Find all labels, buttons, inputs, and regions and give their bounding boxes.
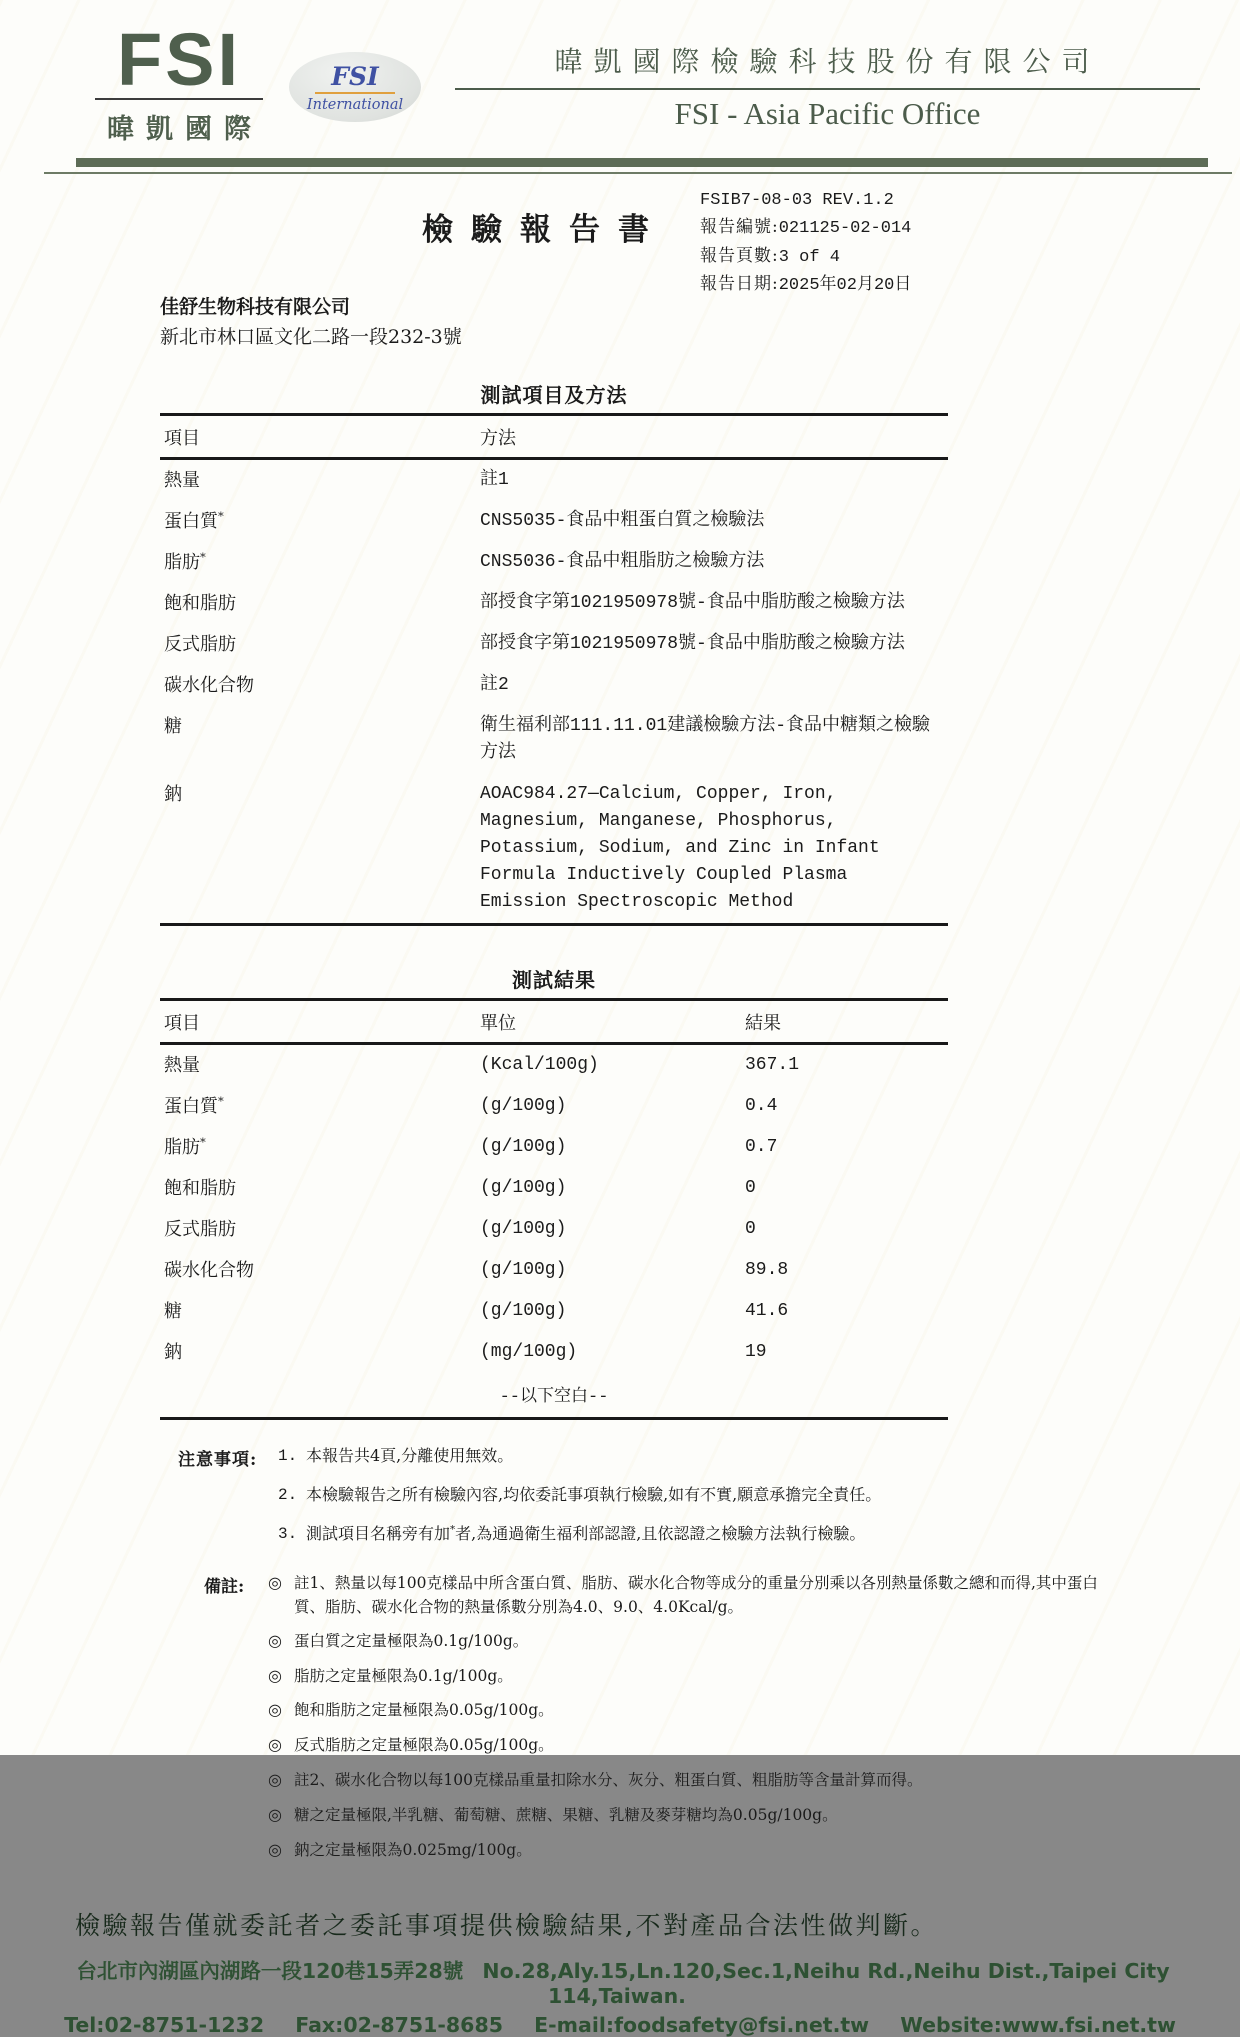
- note-number: 3.: [278, 1524, 298, 1543]
- method-text: 註1: [480, 469, 509, 490]
- results-section: [160, 964, 948, 1420]
- remark-text: 飽和脂肪之定量極限為0.05g/100g。: [294, 1701, 554, 1720]
- footer-address-en: No.28,Aly.15,Ln.120,Sec.1,Neihu Rd.,Neihu Dist.,Taipei City 114,Taiwan.: [482, 1959, 1170, 2009]
- note-text-cont: 者,為通過衛生福利部認證,且依認證之檢驗方法執行檢驗。: [455, 1523, 866, 1543]
- company-name-en: FSI - Asia Pacific Office: [674, 96, 981, 131]
- report-info-line: [700, 214, 911, 242]
- company-logo: [95, 18, 263, 146]
- result-value: 0.4: [745, 1095, 778, 1116]
- report-info-line: [700, 271, 911, 299]
- company-name-zh: 暐凱國際檢驗科技股份有限公司: [455, 26, 1200, 90]
- table-row: [160, 1168, 948, 1209]
- footer-email: E-mail:foodsafety@fsi.net.tw: [534, 2013, 870, 2037]
- remark-item: [268, 1768, 1114, 1793]
- result-value: 89.8: [745, 1259, 789, 1280]
- fsi-international-badge-icon: [289, 52, 421, 122]
- note-text: 測試項目名稱旁有加: [306, 1523, 451, 1543]
- methods-section-title: 測試項目及方法: [480, 382, 628, 407]
- footer-fax: Fax:02-8751-8685: [295, 2013, 503, 2037]
- methods-table: [160, 413, 948, 926]
- note-item: [278, 1483, 1180, 1507]
- header-cell-item: 項目: [164, 427, 200, 449]
- report-date-label: 報告日期:: [700, 274, 779, 295]
- logo-caption: 暐凱國際: [95, 98, 263, 146]
- item-name: 鈉: [164, 1341, 182, 1363]
- bullet-icon: ◎: [268, 1572, 282, 1592]
- remark-text: 註2、碳水化合物以每100克樣品重量扣除水分、灰分、粗蛋白質、粗脂肪等含量計算而得。: [294, 1771, 923, 1790]
- remarks-block: [204, 1571, 1180, 1873]
- remark-text: 脂肪之定量極限為0.1g/100g。: [294, 1666, 513, 1685]
- remarks-list: [268, 1571, 1114, 1873]
- result-value: 19: [745, 1341, 767, 1362]
- certified-mark: *: [218, 508, 224, 523]
- table-row: [160, 501, 948, 542]
- logo-wordmark: FSI: [116, 18, 242, 101]
- report-info: [700, 188, 911, 299]
- footer-address-zh: 台北市內湖區內湖路一段120巷15弄28號: [76, 1959, 464, 1984]
- result-value: 41.6: [745, 1300, 789, 1321]
- badge-international-text: International: [306, 96, 404, 113]
- notes-list: [278, 1444, 1180, 1561]
- item-name: 反式脂肪: [164, 633, 236, 655]
- header-cell-method: 方法: [480, 427, 516, 449]
- item-name: 熱量: [164, 1054, 200, 1076]
- remark-text: 糖之定量極限,半乳糖、葡萄糖、蔗糖、果糖、乳糖及麥芽糖均為0.05g/100g。: [294, 1805, 838, 1824]
- item-name: 飽和脂肪: [164, 592, 236, 614]
- note-item: [278, 1444, 1180, 1468]
- unit-text: (g/100g): [480, 1259, 567, 1280]
- remark-item: [268, 1733, 1114, 1758]
- note-number: 2.: [278, 1485, 298, 1504]
- table-row: [160, 774, 948, 923]
- unit-text: (Kcal/100g): [480, 1054, 599, 1075]
- title-row: [0, 188, 1240, 296]
- result-value: 367.1: [745, 1054, 800, 1075]
- badge-fsi-text: FSI: [315, 62, 395, 94]
- unit-text: (g/100g): [480, 1177, 567, 1198]
- certified-mark: *: [218, 1093, 224, 1108]
- method-text: CNS5036-食品中粗脂肪之檢驗方法: [480, 551, 765, 572]
- bullet-icon: ◎: [268, 1735, 282, 1755]
- report-date-value: 2025年02月20日: [778, 276, 912, 296]
- item-name: 糖: [164, 1300, 182, 1322]
- item-name: 飽和脂肪: [164, 1177, 236, 1199]
- table-row: [160, 1332, 948, 1373]
- footer-address: [0, 1954, 1240, 2008]
- unit-text: (g/100g): [480, 1095, 567, 1116]
- method-text: 部授食字第1021950978號-食品中脂肪酸之檢驗方法: [480, 633, 905, 654]
- report-title: 檢驗報告書: [422, 212, 667, 249]
- remark-item: [268, 1838, 1114, 1863]
- footer-contact: [0, 2013, 1240, 2037]
- remarks-label: 備註:: [204, 1576, 245, 1597]
- certified-mark: *: [450, 1523, 456, 1536]
- unit-text: (g/100g): [480, 1218, 567, 1239]
- item-name: 蛋白質: [164, 1095, 218, 1117]
- remark-text: 鈉之定量極限為0.025mg/100g。: [294, 1840, 532, 1859]
- doc-code: FSIB7-08-03 REV.1.2: [700, 191, 894, 211]
- item-name: 脂肪: [164, 551, 200, 573]
- remark-item: [268, 1664, 1114, 1689]
- table-row: [160, 1209, 948, 1250]
- method-text: AOAC984.27—Calcium, Copper, Iron, Magnesium, Manganese, Phosphorus, Potassium, Sodium, and Zinc in Infant Formula Inductively Coupled Plasma Emission Spectroscopic Method: [480, 783, 880, 912]
- header-cell-item: 項目: [164, 1012, 200, 1034]
- item-name: 鈉: [164, 783, 182, 805]
- methods-section: [160, 379, 948, 926]
- note-item: [278, 1522, 1180, 1546]
- item-name: 碳水化合物: [164, 1259, 254, 1281]
- remark-item: [268, 1698, 1114, 1723]
- report-no-label: 報告編號:: [700, 217, 779, 238]
- page-header: [0, 0, 1240, 146]
- notes-block: [178, 1444, 1180, 1561]
- remark-item: [268, 1629, 1114, 1654]
- bullet-icon: ◎: [268, 1804, 282, 1824]
- header-rule-thin: [44, 172, 1232, 174]
- notes-label: 注意事項:: [178, 1449, 258, 1470]
- item-name: 脂肪: [164, 1136, 200, 1158]
- remark-text: 蛋白質之定量極限為0.1g/100g。: [294, 1631, 529, 1650]
- remark-item: [268, 1803, 1114, 1828]
- item-name: 熱量: [164, 469, 200, 491]
- footer-disclaimer: 檢驗報告僅就委託者之委託事項提供檢驗結果,不對產品合法性做判斷。: [75, 1911, 938, 1941]
- table-row: [160, 624, 948, 665]
- table-row: [160, 1086, 948, 1127]
- unit-text: (g/100g): [480, 1300, 567, 1321]
- table-row: [160, 665, 948, 706]
- results-section-title: 測試結果: [512, 967, 596, 992]
- note-text: 本檢驗報告之所有檢驗內容,均依委託事項執行檢驗,如有不實,願意承擔完全責任。: [306, 1484, 882, 1504]
- note-number: 1.: [278, 1446, 298, 1465]
- method-text: 註2: [480, 674, 509, 695]
- bullet-icon: ◎: [268, 1700, 282, 1720]
- result-value: 0: [745, 1218, 756, 1239]
- bullet-icon: ◎: [268, 1630, 282, 1650]
- report-info-line: [700, 243, 911, 271]
- item-name: 蛋白質: [164, 510, 218, 532]
- result-value: 0: [745, 1177, 756, 1198]
- item-name: 碳水化合物: [164, 674, 254, 696]
- table-row: [160, 1127, 948, 1168]
- table-row: [160, 1045, 948, 1086]
- bullet-icon: ◎: [268, 1839, 282, 1859]
- report-pages-label: 報告頁數:: [700, 245, 779, 266]
- header-cell-result: 結果: [745, 1012, 781, 1034]
- table-row: [160, 1250, 948, 1291]
- item-name: 糖: [164, 715, 182, 737]
- unit-text: (g/100g): [480, 1136, 567, 1157]
- client-name: 佳舒生物科技有限公司: [160, 296, 351, 319]
- company-titles: [455, 26, 1200, 132]
- footer-block: [0, 1954, 1240, 2037]
- table-row: [160, 1291, 948, 1332]
- report-no-value: 021125-02-014: [778, 219, 912, 239]
- method-text: CNS5035-食品中粗蛋白質之檢驗法: [480, 510, 765, 531]
- end-of-data-marker: --以下空白--: [499, 1387, 609, 1407]
- results-table: [160, 998, 948, 1420]
- method-text: 衛生福利部111.11.01建議檢驗方法-食品中糖類之檢驗方法: [480, 715, 931, 763]
- footer-website: Website:www.fsi.net.tw: [900, 2013, 1176, 2037]
- result-value: 0.7: [745, 1136, 778, 1157]
- remark-item: [268, 1571, 1114, 1619]
- header-cell-unit: 單位: [480, 1012, 516, 1034]
- item-name: 反式脂肪: [164, 1218, 236, 1240]
- bullet-icon: ◎: [268, 1665, 282, 1685]
- table-row: [160, 542, 948, 583]
- table-row: [160, 706, 948, 774]
- header-rule-thick: [76, 158, 1208, 167]
- certified-mark: *: [200, 549, 206, 564]
- footer-tel: Tel:02-8751-1232: [64, 2013, 265, 2037]
- certified-mark: *: [200, 1134, 206, 1149]
- methods-table-header: [160, 416, 948, 460]
- method-text: 部授食字第1021950978號-食品中脂肪酸之檢驗方法: [480, 592, 905, 613]
- table-row: [160, 460, 948, 501]
- results-table-header: [160, 1001, 948, 1045]
- table-row: [160, 583, 948, 624]
- remark-text: 註1、熱量以每100克樣品中所含蛋白質、脂肪、碳水化合物等成分的重量分別乘以各別熱量係數之總和而得,其中蛋白質、脂肪、碳水化合物的熱量係數分別為4.0、9.0、4.0Kcal/g。: [294, 1573, 1098, 1616]
- unit-text: (mg/100g): [480, 1341, 578, 1362]
- note-text: 本報告共4頁,分離使用無效。: [306, 1445, 514, 1465]
- remark-text: 反式脂肪之定量極限為0.05g/100g。: [294, 1736, 554, 1755]
- client-block: [160, 292, 1240, 353]
- report-pages-value: 3 of 4: [778, 247, 840, 267]
- bullet-icon: ◎: [268, 1770, 282, 1790]
- client-address: 新北市林口區文化二路一段232-3號: [160, 326, 462, 349]
